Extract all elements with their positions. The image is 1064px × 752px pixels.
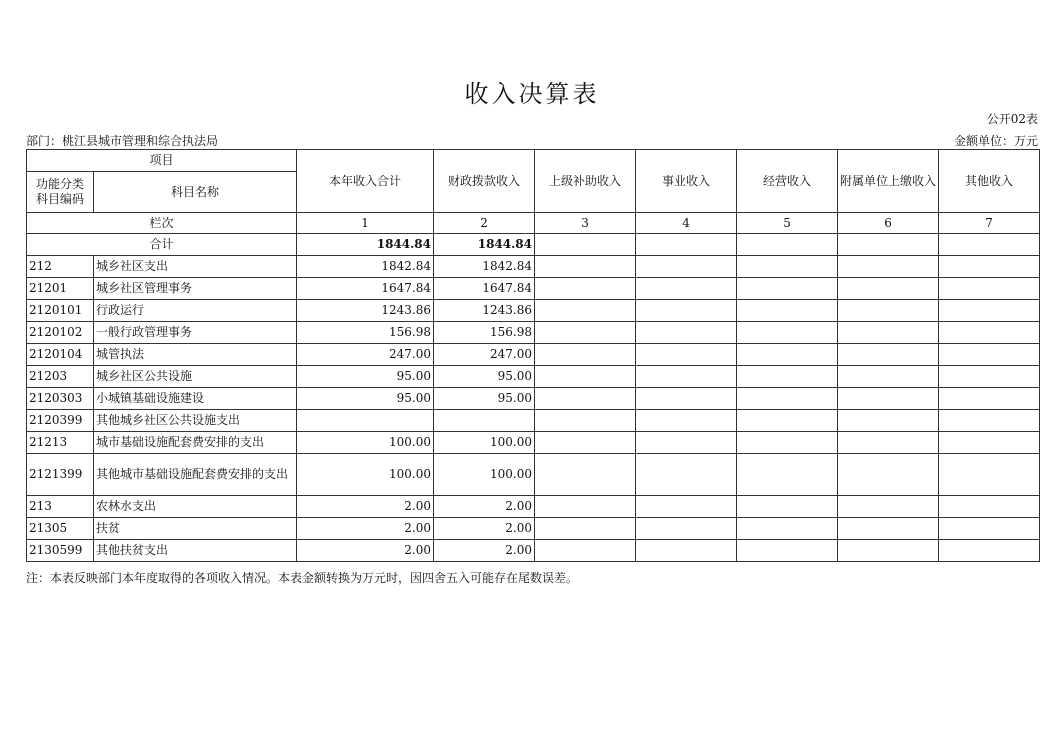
table-row	[27, 366, 1040, 388]
row-empty-cell	[636, 256, 737, 278]
row-empty-cell	[838, 518, 939, 540]
row-empty-cell	[535, 278, 636, 300]
row-empty-cell	[535, 432, 636, 454]
row-empty-cell	[838, 410, 939, 432]
col-number-4: 4	[636, 213, 737, 234]
row-code-cell: 2120303	[27, 388, 94, 410]
row-empty-cell	[737, 322, 838, 344]
row-empty-cell	[939, 322, 1040, 344]
row-empty-cell	[535, 518, 636, 540]
row-fiscal-cell	[434, 410, 535, 432]
row-total-income-cell: 100.00	[297, 454, 434, 496]
row-empty-cell	[535, 454, 636, 496]
header-code: 功能分类 科目编码	[27, 172, 94, 213]
row-empty-cell	[535, 256, 636, 278]
total-empty-cell	[737, 234, 838, 256]
table-row	[27, 496, 1040, 518]
row-total-income-cell: 100.00	[297, 432, 434, 454]
row-empty-cell	[737, 410, 838, 432]
row-fiscal-cell: 2.00	[434, 518, 535, 540]
header-col-5: 经营收入	[737, 150, 838, 213]
row-fiscal-cell: 2.00	[434, 540, 535, 562]
row-empty-cell	[939, 278, 1040, 300]
row-empty-cell	[737, 518, 838, 540]
footnote: 注：本表反映部门本年度取得的各项收入情况。本表金额转换为万元时，因四舍五入可能存在尾数误差。	[26, 571, 579, 585]
row-code-cell: 2130599	[27, 540, 94, 562]
row-code-cell: 2120399	[27, 410, 94, 432]
row-empty-cell	[737, 432, 838, 454]
row-empty-cell	[838, 322, 939, 344]
row-name-cell: 其他扶贫支出	[94, 540, 297, 562]
row-fiscal-cell: 1842.84	[434, 256, 535, 278]
row-fiscal-cell: 100.00	[434, 454, 535, 496]
row-empty-cell	[535, 322, 636, 344]
row-empty-cell	[838, 496, 939, 518]
row-empty-cell	[737, 278, 838, 300]
table-row	[27, 432, 1040, 454]
row-empty-cell	[838, 300, 939, 322]
row-code-cell: 21213	[27, 432, 94, 454]
row-name-cell: 城乡社区管理事务	[94, 278, 297, 300]
col-number-5: 5	[737, 213, 838, 234]
row-code-cell: 21305	[27, 518, 94, 540]
row-empty-cell	[636, 344, 737, 366]
row-empty-cell	[636, 410, 737, 432]
row-total-income-cell	[297, 410, 434, 432]
total-label: 合计	[27, 234, 297, 256]
table-row	[27, 344, 1040, 366]
table-row	[27, 518, 1040, 540]
row-empty-cell	[939, 300, 1040, 322]
header-name: 科目名称	[94, 172, 297, 213]
row-total-income-cell: 2.00	[297, 496, 434, 518]
row-empty-cell	[737, 300, 838, 322]
row-empty-cell	[636, 454, 737, 496]
row-name-cell: 行政运行	[94, 300, 297, 322]
row-name-cell: 农林水支出	[94, 496, 297, 518]
row-name-cell: 城乡社区支出	[94, 256, 297, 278]
row-empty-cell	[737, 344, 838, 366]
row-total-income-cell: 95.00	[297, 366, 434, 388]
row-empty-cell	[535, 366, 636, 388]
row-total-income-cell: 2.00	[297, 540, 434, 562]
row-empty-cell	[939, 410, 1040, 432]
row-name-cell: 其他城乡社区公共设施支出	[94, 410, 297, 432]
total-fiscal-cell: 1844.84	[434, 234, 535, 256]
col-number-2: 2	[434, 213, 535, 234]
table-row	[27, 454, 1040, 496]
row-empty-cell	[939, 366, 1040, 388]
row-empty-cell	[939, 496, 1040, 518]
row-empty-cell	[535, 300, 636, 322]
row-empty-cell	[636, 388, 737, 410]
row-empty-cell	[939, 388, 1040, 410]
row-fiscal-cell: 1243.86	[434, 300, 535, 322]
row-fiscal-cell: 1647.84	[434, 278, 535, 300]
row-total-income-cell: 156.98	[297, 322, 434, 344]
row-total-income-cell: 1647.84	[297, 278, 434, 300]
row-empty-cell	[737, 540, 838, 562]
row-fiscal-cell: 247.00	[434, 344, 535, 366]
row-empty-cell	[838, 344, 939, 366]
row-fiscal-cell: 100.00	[434, 432, 535, 454]
income-table	[26, 149, 1040, 562]
col-number-7: 7	[939, 213, 1040, 234]
row-empty-cell	[737, 388, 838, 410]
row-empty-cell	[838, 432, 939, 454]
row-empty-cell	[636, 432, 737, 454]
row-empty-cell	[838, 256, 939, 278]
row-fiscal-cell: 156.98	[434, 322, 535, 344]
row-name-cell: 扶贫	[94, 518, 297, 540]
row-name-cell: 城乡社区公共设施	[94, 366, 297, 388]
table-row	[27, 300, 1040, 322]
row-empty-cell	[535, 388, 636, 410]
header-col-1: 本年收入合计	[297, 150, 434, 213]
total-income-cell: 1844.84	[297, 234, 434, 256]
row-empty-cell	[838, 540, 939, 562]
total-empty-cell	[939, 234, 1040, 256]
row-empty-cell	[737, 256, 838, 278]
row-empty-cell	[636, 366, 737, 388]
row-empty-cell	[838, 366, 939, 388]
header-col-6: 附属单位上缴收入	[838, 150, 939, 213]
row-empty-cell	[838, 454, 939, 496]
row-empty-cell	[737, 496, 838, 518]
row-code-cell: 2120102	[27, 322, 94, 344]
row-empty-cell	[939, 454, 1040, 496]
row-code-cell: 2120104	[27, 344, 94, 366]
table-row	[27, 410, 1040, 432]
row-empty-cell	[939, 540, 1040, 562]
row-empty-cell	[636, 518, 737, 540]
table-row	[27, 540, 1040, 562]
row-code-cell: 2121399	[27, 454, 94, 496]
row-empty-cell	[838, 278, 939, 300]
row-empty-cell	[535, 344, 636, 366]
form-number: 公开02表	[986, 112, 1038, 126]
header-col-7: 其他收入	[939, 150, 1040, 213]
row-empty-cell	[636, 496, 737, 518]
table-row	[27, 278, 1040, 300]
row-name-cell: 城管执法	[94, 344, 297, 366]
row-total-income-cell: 95.00	[297, 388, 434, 410]
department-label: 部门：桃江县城市管理和综合执法局	[26, 134, 219, 148]
row-fiscal-cell: 2.00	[434, 496, 535, 518]
col-number-1: 1	[297, 213, 434, 234]
row-empty-cell	[636, 322, 737, 344]
row-name-cell: 一般行政管理事务	[94, 322, 297, 344]
row-name-cell: 其他城市基础设施配套费安排的支出	[94, 454, 297, 496]
row-fiscal-cell: 95.00	[434, 388, 535, 410]
header-col-2: 财政拨款收入	[434, 150, 535, 213]
col-number-6: 6	[838, 213, 939, 234]
header-item: 项目	[27, 150, 297, 172]
total-empty-cell	[535, 234, 636, 256]
total-empty-cell	[636, 234, 737, 256]
table-row	[27, 388, 1040, 410]
row-total-income-cell: 1243.86	[297, 300, 434, 322]
report-title: 收入决算表	[464, 80, 600, 108]
row-empty-cell	[636, 540, 737, 562]
row-code-cell: 21203	[27, 366, 94, 388]
row-empty-cell	[737, 366, 838, 388]
row-empty-cell	[535, 410, 636, 432]
row-name-cell: 小城镇基础设施建设	[94, 388, 297, 410]
total-row	[27, 234, 1040, 256]
lanci-label: 栏次	[27, 213, 297, 234]
row-empty-cell	[535, 496, 636, 518]
row-code-cell: 2120101	[27, 300, 94, 322]
row-code-cell: 212	[27, 256, 94, 278]
row-code-cell: 21201	[27, 278, 94, 300]
table-row	[27, 256, 1040, 278]
row-code-cell: 213	[27, 496, 94, 518]
row-total-income-cell: 1842.84	[297, 256, 434, 278]
row-empty-cell	[939, 518, 1040, 540]
total-empty-cell	[838, 234, 939, 256]
row-empty-cell	[737, 454, 838, 496]
col-number-3: 3	[535, 213, 636, 234]
row-total-income-cell: 247.00	[297, 344, 434, 366]
row-empty-cell	[636, 300, 737, 322]
row-empty-cell	[838, 388, 939, 410]
row-name-cell: 城市基础设施配套费安排的支出	[94, 432, 297, 454]
row-empty-cell	[939, 344, 1040, 366]
row-empty-cell	[535, 540, 636, 562]
row-empty-cell	[636, 278, 737, 300]
row-fiscal-cell: 95.00	[434, 366, 535, 388]
table-row	[27, 322, 1040, 344]
row-empty-cell	[939, 432, 1040, 454]
unit-label: 金额单位：万元	[953, 134, 1038, 148]
row-total-income-cell: 2.00	[297, 518, 434, 540]
header-col-3: 上级补助收入	[535, 150, 636, 213]
row-empty-cell	[939, 256, 1040, 278]
header-col-4: 事业收入	[636, 150, 737, 213]
